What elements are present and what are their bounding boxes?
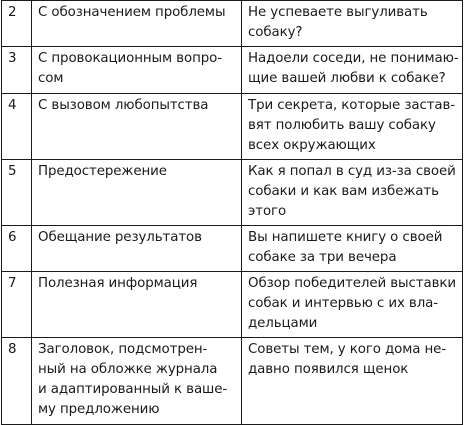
table-row [2,160,463,226]
headline-types-table [1,0,463,425]
row-number: 7 [2,272,32,338]
headline-type: Обещание результатов [32,226,242,272]
headline-example: Обзор победителей выставки собак и интервью с их вла- дельцами [242,272,463,338]
headline-example: Советы тем, у кого дома не- давно появился щенок [242,338,463,425]
row-number: 3 [2,47,32,94]
headline-example: Вы напишете книгу о своей собаке за три вечера [242,226,463,272]
headline-type: С обозначением проблемы [32,1,242,47]
table-row [2,94,463,160]
table-row [2,1,463,47]
headline-type: С вызовом любопытства [32,94,242,160]
headline-example: Три секрета, которые застав- вят полюбить вашу собаку всех окружающих [242,94,463,160]
row-number: 2 [2,1,32,47]
headline-type: Заголовок, подсмотрен- ный на обложке журнала и адаптированный к ваше- му предложению [32,338,242,425]
headline-example: Как я попал в суд из-за своей собаки и как вам избежать этого [242,160,463,226]
table-row [2,272,463,338]
row-number: 8 [2,338,32,425]
row-number: 4 [2,94,32,160]
headline-type: Полезная информация [32,272,242,338]
table-row [2,226,463,272]
headline-example: Не успеваете выгуливать собаку? [242,1,463,47]
headline-example: Надоели соседи, не понимаю- щие вашей любви к собаке? [242,47,463,94]
headline-type: Предостережение [32,160,242,226]
headline-type: С провокационным вопро- сом [32,47,242,94]
table-row [2,338,463,425]
row-number: 6 [2,226,32,272]
row-number: 5 [2,160,32,226]
table-row [2,47,463,94]
